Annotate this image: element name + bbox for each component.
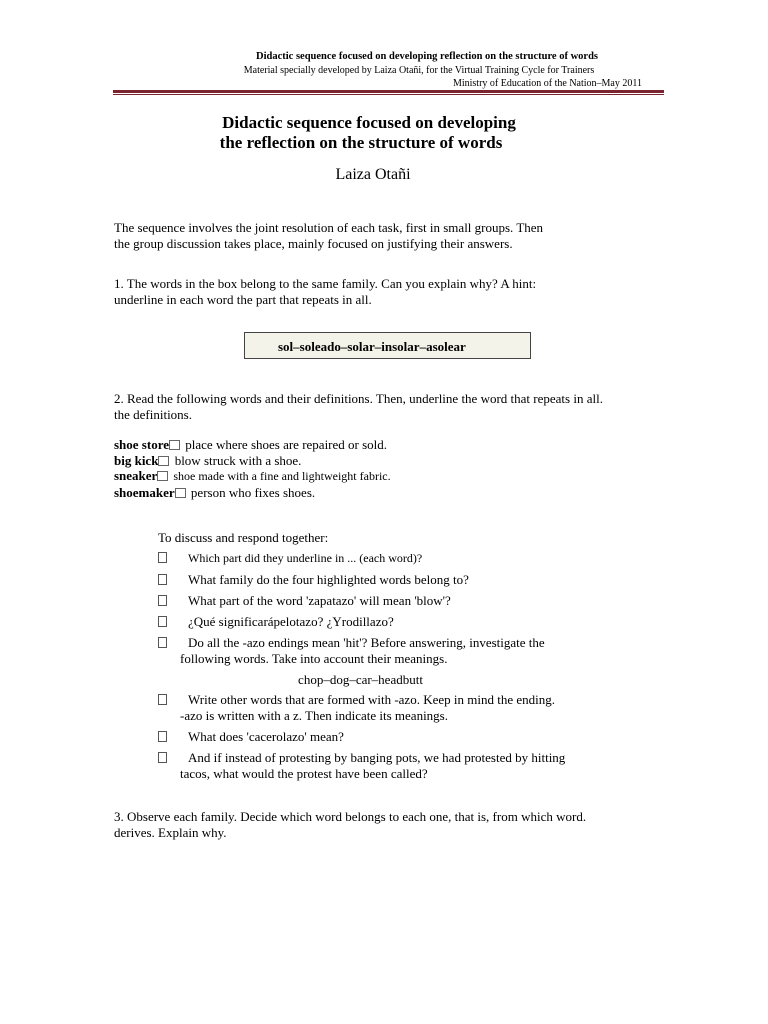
discussion-item-text: Which part did they underline in ... (each word)? [188, 551, 423, 565]
arrow-icon [169, 440, 180, 450]
definition-item [114, 437, 391, 453]
definition-text: blow struck with a shoe. [171, 452, 302, 468]
discussion-item-text: What family do the four highlighted words belong to? [188, 572, 469, 587]
bullet-icon [158, 616, 167, 627]
definition-term: sneaker [114, 468, 158, 483]
intro-paragraph [114, 220, 654, 252]
definition-term: shoe store [114, 437, 170, 452]
header-rule [113, 90, 664, 93]
header-title: Didactic sequence focused on developing reflection on the structure of words [256, 51, 598, 62]
discussion-item-text: ¿Qué significarápelotazo? ¿Yrodillazo? [188, 614, 394, 629]
discussion-item-text: -azo is written with a z. Then indicate its meanings. [180, 708, 448, 723]
question-2-line-1: 2. Read the following words and their definitions. Then, underline the word that repeats in all. [114, 391, 603, 406]
chop-word-list: chop–dog–car–headbutt [298, 672, 423, 687]
question-1-line-1: 1. The words in the box belong to the same family. Can you explain why? A hint: [114, 276, 537, 291]
definition-item [114, 453, 391, 469]
document-title-line-2: the reflection on the structure of words [219, 133, 503, 152]
author: Laiza Otañi [335, 166, 411, 183]
discussion-item-text: following words. Take into account their meanings. [180, 651, 448, 666]
definitions-list [114, 437, 391, 500]
bullet-icon [158, 637, 167, 648]
discussion-item-text: Write other words that are formed with -azo. Keep in mind the ending. [188, 692, 555, 707]
question-1 [114, 276, 654, 308]
document-title-line-1: Didactic sequence focused on developing [222, 113, 516, 132]
intro-line-1: The sequence involves the joint resolution of each task, first in small groups. Then [114, 220, 544, 235]
question-3-line-2: derives. Explain why. [114, 825, 227, 840]
question-3-line-1: 3. Observe each family. Decide which word belongs to each one, that is, from which word. [114, 809, 587, 824]
bullet-icon [158, 694, 167, 705]
definition-text: place where shoes are repaired or sold. [182, 437, 388, 452]
definition-text: shoe made with a fine and lightweight fabric. [170, 469, 391, 483]
bullet-icon [158, 595, 167, 606]
definition-text: person who fixes shoes. [187, 484, 316, 500]
definition-term: big kick [114, 452, 159, 468]
question-2-line-2: the definitions. [114, 407, 192, 422]
arrow-icon [157, 471, 168, 481]
bullet-icon [158, 552, 167, 563]
definition-item [114, 468, 391, 485]
definition-item [114, 485, 391, 501]
definition-term: shoemaker [114, 484, 175, 500]
intro-line-2: the group discussion takes place, mainly focused on justifying their answers. [114, 236, 513, 251]
arrow-icon [175, 488, 186, 498]
document-title [0, 113, 738, 153]
header-rule-thin [113, 94, 664, 95]
discussion-item-text: Do all the -azo endings mean 'hit'? Before answering, investigate the [188, 635, 545, 650]
word-family-box: sol–soleado–solar–insolar–asolear [244, 332, 531, 359]
discussion-item-text: tacos, what would the protest have been called? [180, 766, 428, 781]
question-1-line-2: underline in each word the part that repeats in all. [114, 292, 372, 307]
header-ministry: Ministry of Education of the Nation–May 2011 [452, 78, 642, 89]
question-2 [114, 391, 674, 423]
discussion-item-text: What part of the word 'zapatazo' will mean 'blow'? [188, 593, 451, 608]
bullet-icon [158, 731, 167, 742]
discussion-item-text: And if instead of protesting by banging pots, we had protested by hitting [188, 750, 566, 765]
bullet-icon [158, 752, 167, 763]
question-3 [114, 809, 674, 841]
discussion-item-text: What does 'cacerolazo' mean? [188, 729, 344, 744]
bullet-icon [158, 574, 167, 585]
header-subtitle: Material specially developed by Laiza Otañi, for the Virtual Training Cycle for Trainers [243, 65, 595, 76]
discussion-heading: To discuss and respond together: [158, 530, 329, 545]
arrow-icon [158, 456, 169, 466]
